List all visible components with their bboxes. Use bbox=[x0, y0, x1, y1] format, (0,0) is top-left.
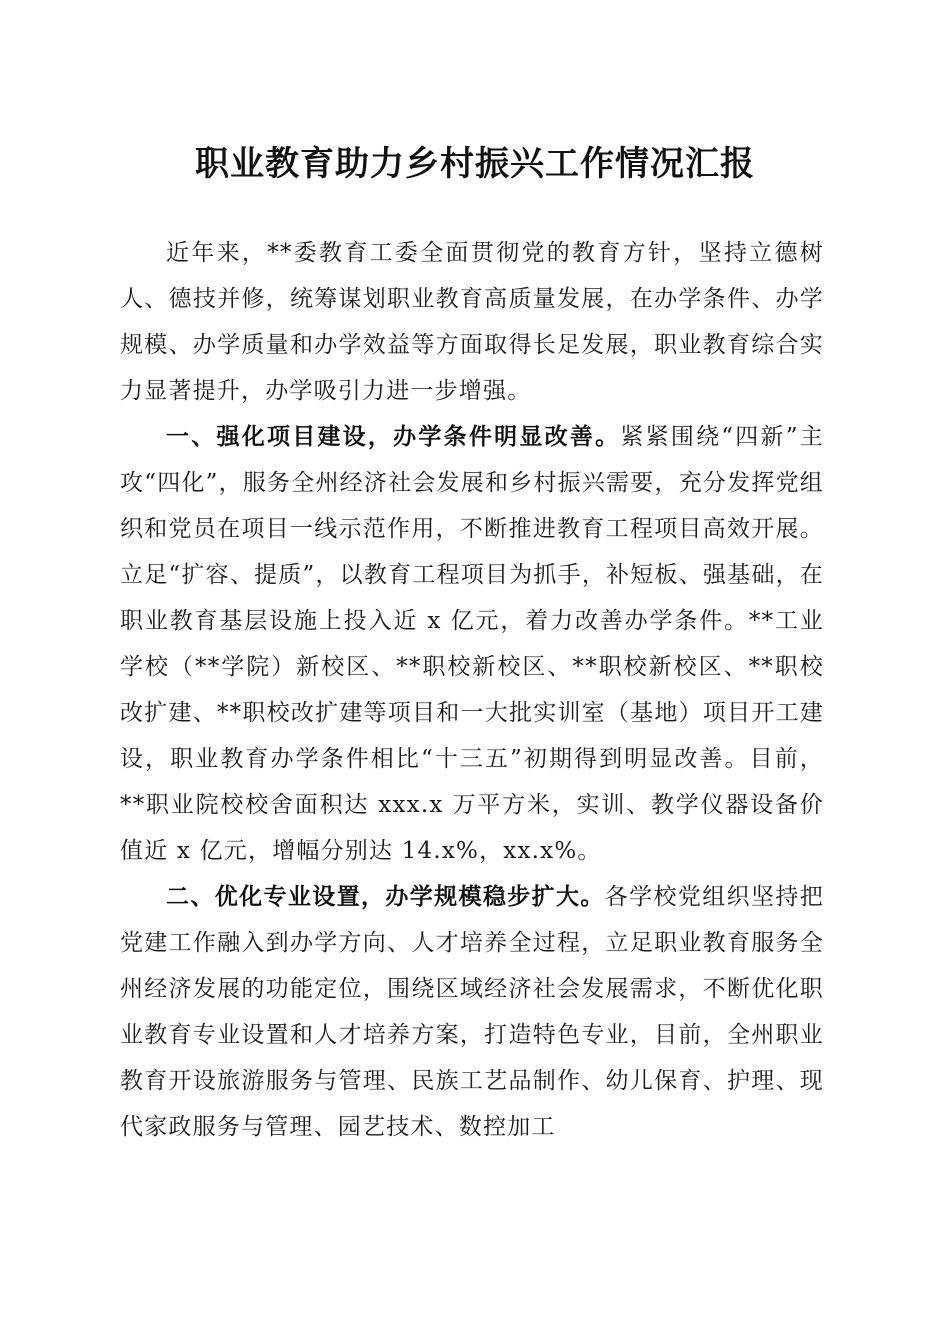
paragraph-text: 紧紧围绕“四新”主攻“四化”，服务全州经济社会发展和乡村振兴需要，充分发挥党组织和党员在项目一线示范作用，不断推进教育工程项目高效开展。立足“扩容、提质”，以教育工程项目为抓手，补短板、强基础，在职业教育基层设施上投入近 x 亿元，着力改善办学条件。**工业学校（**学院）新校区、**职校新校区、**职校新校区、**职校改扩建、**职校改扩建等项目和一大批实训室（基地）项目开工建设，职业教育办学条件相比“十三五”初期得到明显改善。目前，**职业院校校舍面积达 xxx.x 万平方米，实训、教学仪器设备价值近 x 亿元，增幅分别达 14.x%，xx.x%。 bbox=[120, 424, 824, 864]
paragraph-section-1 bbox=[120, 414, 824, 874]
paragraph-intro bbox=[120, 230, 824, 414]
section-heading: 一、强化项目建设，办学条件明显改善。 bbox=[166, 424, 621, 450]
paragraph-text: 近年来，**委教育工委全面贯彻党的教育方针，坚持立德树人、德技并修，统筹谋划职业教育高质量发展，在办学条件、办学规模、办学质量和办学效益等方面取得长足发展，职业教育综合实力显著提升，办学吸引力进一步增强。 bbox=[120, 240, 824, 404]
document-title: 职业教育助力乡村振兴工作情况汇报 bbox=[195, 144, 755, 184]
section-heading: 二、优化专业设置，办学规模稳步扩大。 bbox=[166, 884, 605, 910]
paragraph-section-2 bbox=[120, 874, 824, 1150]
document-body bbox=[120, 230, 824, 1150]
paragraph-text: 各学校党组织坚持把党建工作融入到办学方向、人才培养全过程，立足职业教育服务全州经济发展的功能定位，围绕区域经济社会发展需求，不断优化职业教育专业设置和人才培养方案，打造特色专业，目前，全州职业教育开设旅游服务与管理、民族工艺品制作、幼儿保育、护理、现代家政服务与管理、园艺技术、数控加工 bbox=[120, 884, 824, 1140]
